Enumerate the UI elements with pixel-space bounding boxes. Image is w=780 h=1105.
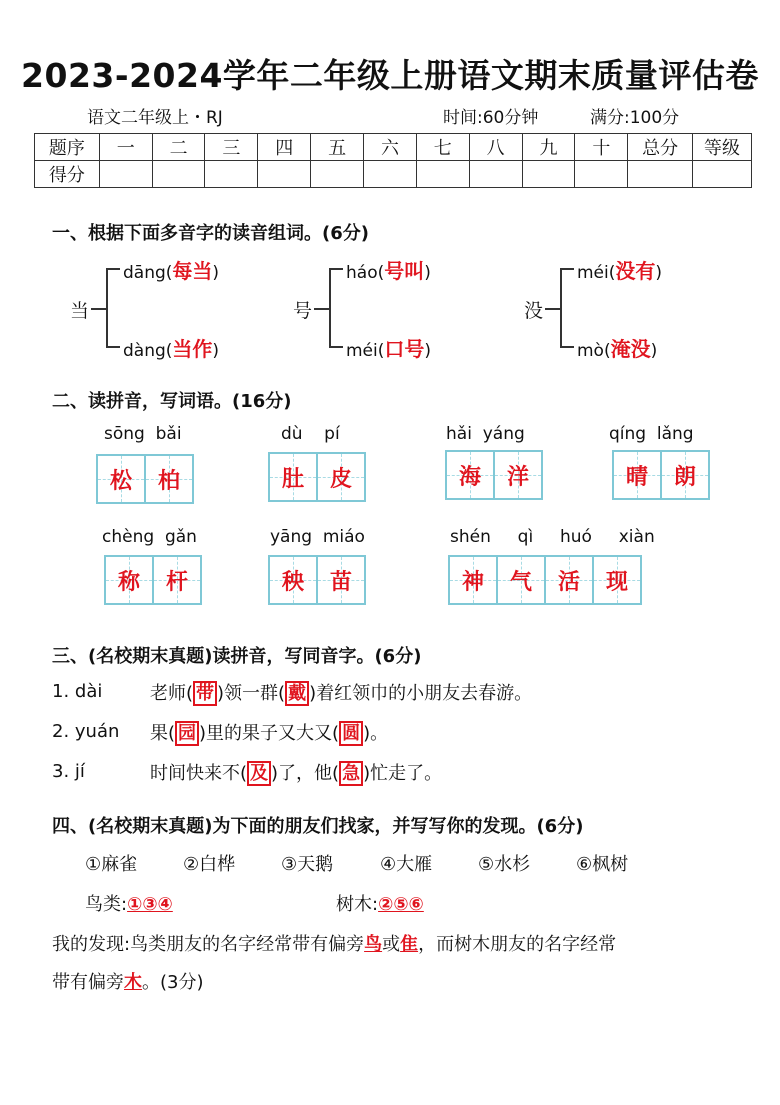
answer-char: 苗 xyxy=(329,569,352,595)
full-score: 满分:100分 xyxy=(590,108,680,128)
score-input-cell[interactable] xyxy=(364,161,417,188)
table-header-cell: 题序 xyxy=(35,134,100,161)
pinyin: dàng xyxy=(123,341,166,361)
pinyin-prompt: chèng gǎn xyxy=(102,527,197,547)
sentence-text: )忙走了。 xyxy=(363,763,443,784)
polyphone-bottom-reading: mò(淹没) xyxy=(577,337,658,361)
grid-cell xyxy=(98,456,146,502)
brace-stem xyxy=(545,308,561,310)
category-label: 鸟类: xyxy=(85,894,128,915)
polyphone-top-reading: méi(没有) xyxy=(577,259,663,283)
category-label: 树木: xyxy=(336,894,379,915)
brace-top-tick xyxy=(560,268,574,270)
finding-line-1 xyxy=(52,930,616,956)
option-item: ④大雁 xyxy=(380,854,433,875)
answer-char: 圆 xyxy=(339,721,363,746)
table-header-cell: 五 xyxy=(311,134,364,161)
polyphone-top-reading: dāng(每当) xyxy=(123,259,220,283)
answer-char: 戴 xyxy=(285,681,309,706)
section-2-heading: 二、读拼音，写词语。(16分) xyxy=(52,391,292,412)
score-input-cell[interactable] xyxy=(469,161,522,188)
table-header-cell: 六 xyxy=(364,134,417,161)
answer-word: 当作 xyxy=(172,337,213,361)
table-header-cell: 四 xyxy=(258,134,311,161)
answer-word: 淹没 xyxy=(610,337,651,361)
table-header-cell: 七 xyxy=(416,134,469,161)
score-input-cell[interactable] xyxy=(258,161,311,188)
question-number: 2. yuán xyxy=(52,721,120,742)
grid-cell xyxy=(546,557,594,603)
answer-char: 称 xyxy=(117,569,140,595)
pinyin-prompt: yāng miáo xyxy=(270,527,365,547)
grid-cell xyxy=(318,454,364,500)
score-table xyxy=(34,133,752,188)
grid-cell xyxy=(447,452,495,498)
score-input-cell[interactable] xyxy=(575,161,628,188)
table-header-cell: 二 xyxy=(152,134,205,161)
sentence-line xyxy=(150,679,532,705)
answer-char: 秧 xyxy=(281,569,304,595)
subtitle-grade: 语文二年级上・RJ xyxy=(87,108,223,128)
brace-stem xyxy=(314,308,330,310)
pinyin: mò xyxy=(577,341,604,361)
table-header-cell: 等级 xyxy=(693,134,752,161)
answer-char: 松 xyxy=(109,468,132,494)
grid-cell xyxy=(450,557,498,603)
finding-text: 带有偏旁 xyxy=(52,972,124,993)
answer-char: 海 xyxy=(458,464,481,490)
answer-char: 急 xyxy=(339,761,363,786)
finding-text: ，而树木朋友的名字经常 xyxy=(418,934,617,955)
option-item: ⑥枫树 xyxy=(576,854,629,875)
sentence-text: )里的果子又大又( xyxy=(199,723,340,744)
pinyin-prompt: shén qì huó xiàn xyxy=(450,527,655,547)
grid-cell xyxy=(498,557,546,603)
writing-grid[interactable] xyxy=(268,555,366,605)
answer-char: 柏 xyxy=(157,468,180,494)
question-number: 1. dài xyxy=(52,681,103,702)
answer-char: 肚 xyxy=(281,466,304,492)
sentence-text: 老师( xyxy=(150,683,194,704)
grid-cell xyxy=(146,456,192,502)
option-item: ⑤水杉 xyxy=(478,854,531,875)
sentence-text: )了，他( xyxy=(271,763,340,784)
writing-grid[interactable] xyxy=(104,555,202,605)
brace-bar xyxy=(106,268,108,347)
grid-cell xyxy=(495,452,541,498)
answer-char: 晴 xyxy=(625,464,648,490)
polyphone-top-reading: háo(号叫) xyxy=(346,259,431,283)
brace-bottom-tick xyxy=(329,346,343,348)
table-header-cell: 一 xyxy=(99,134,152,161)
grid-cell xyxy=(270,557,318,603)
answer-char: 杆 xyxy=(165,569,188,595)
radical-answer: 隹 xyxy=(400,934,419,955)
sentence-text: )着红领巾的小朋友去春游。 xyxy=(309,683,533,704)
radical-answer: 鸟 xyxy=(364,934,383,955)
pinyin: dāng xyxy=(123,263,166,283)
section-4-heading: 四、(名校期末真题)为下面的朋友们找家，并写写你的发现。(6分) xyxy=(52,816,584,837)
finding-text: 我的发现:鸟类朋友的名字经常带有偏旁 xyxy=(52,934,365,955)
sentence-text: )领一群( xyxy=(217,683,286,704)
brace-bar xyxy=(560,268,562,347)
grid-cell xyxy=(614,452,662,498)
answer-word: 口号 xyxy=(384,337,425,361)
brace-stem xyxy=(91,308,107,310)
score-input-cell[interactable] xyxy=(628,161,693,188)
radical-answer: 木 xyxy=(124,972,142,993)
answer-char: 神 xyxy=(461,569,484,595)
section-3-heading: 三、(名校期末真题)读拼音，写同音字。(6分) xyxy=(52,646,422,667)
brace-bottom-tick xyxy=(560,346,574,348)
grid-cell xyxy=(594,557,640,603)
grid-cell xyxy=(154,557,200,603)
sentence-text: 时间快来不( xyxy=(150,763,248,784)
pinyin: méi xyxy=(346,341,378,361)
option-item: ①麻雀 xyxy=(85,854,138,875)
answer-char: 及 xyxy=(247,761,271,786)
score-input-cell[interactable] xyxy=(311,161,364,188)
grid-cell xyxy=(270,454,318,500)
table-header-cell: 十 xyxy=(575,134,628,161)
answer-word: 每当 xyxy=(172,259,213,283)
bird-answer-row xyxy=(85,890,173,916)
score-input-cell[interactable] xyxy=(99,161,152,188)
pinyin-prompt: dù pí xyxy=(281,424,340,444)
answer-char: 皮 xyxy=(329,466,352,492)
score-input-cell[interactable] xyxy=(522,161,575,188)
table-header-cell: 三 xyxy=(205,134,258,161)
page-title: 2023-2024学年二年级上册语文期末质量评估卷 xyxy=(21,56,759,95)
question-number: 3. jí xyxy=(52,761,85,782)
table-header-cell: 九 xyxy=(522,134,575,161)
polyphone-char: 没 xyxy=(524,300,544,322)
brace-top-tick xyxy=(106,268,120,270)
pinyin-prompt: hǎi yáng xyxy=(446,424,525,444)
time-limit: 时间:60分钟 xyxy=(443,108,539,128)
finding-text: 。(3分) xyxy=(142,972,204,993)
grid-cell xyxy=(662,452,708,498)
answer-char: 活 xyxy=(557,569,580,595)
brace-bar xyxy=(329,268,331,347)
sentence-line xyxy=(150,719,388,745)
brace-top-tick xyxy=(329,268,343,270)
polyphone-bottom-reading: méi(口号) xyxy=(346,337,432,361)
option-item: ②白桦 xyxy=(183,854,236,875)
grid-cell xyxy=(318,557,364,603)
score-input-cell[interactable] xyxy=(693,161,752,188)
score-table-header-row xyxy=(35,134,752,161)
section-1-heading: 一、根据下面多音字的读音组词。(6分) xyxy=(52,223,369,244)
answer-word: 没有 xyxy=(615,259,656,283)
answer-char: 洋 xyxy=(506,464,529,490)
finding-text: 或 xyxy=(382,934,401,955)
score-input-cell[interactable] xyxy=(205,161,258,188)
score-table-score-row xyxy=(35,161,752,188)
tree-answer: ②⑤⑥ xyxy=(378,894,424,915)
answer-char: 朗 xyxy=(673,464,696,490)
score-input-cell[interactable] xyxy=(152,161,205,188)
writing-grid[interactable] xyxy=(445,450,543,500)
pinyin-prompt: qíng lǎng xyxy=(609,424,694,444)
sentence-text: 果( xyxy=(150,723,176,744)
option-item: ③天鹅 xyxy=(281,854,334,875)
pinyin: háo xyxy=(346,263,378,283)
answer-char: 带 xyxy=(193,681,217,706)
bird-answer: ①③④ xyxy=(127,894,173,915)
writing-grid[interactable] xyxy=(268,452,366,502)
score-input-cell[interactable] xyxy=(416,161,469,188)
table-header-cell: 八 xyxy=(469,134,522,161)
finding-line-2 xyxy=(52,968,204,994)
writing-grid[interactable] xyxy=(448,555,642,605)
polyphone-char: 号 xyxy=(293,300,313,322)
pinyin-prompt: sōng bǎi xyxy=(104,424,182,444)
answer-word: 号叫 xyxy=(384,259,425,283)
writing-grid[interactable] xyxy=(612,450,710,500)
pinyin: méi xyxy=(577,263,609,283)
answer-char: 园 xyxy=(175,721,199,746)
answer-char: 气 xyxy=(509,569,532,595)
brace-bottom-tick xyxy=(106,346,120,348)
grid-cell xyxy=(106,557,154,603)
tree-answer-row xyxy=(336,890,424,916)
writing-grid[interactable] xyxy=(96,454,194,504)
answer-char: 现 xyxy=(605,569,628,595)
polyphone-bottom-reading: dàng(当作) xyxy=(123,337,220,361)
sentence-line xyxy=(150,759,442,785)
table-row-label: 得分 xyxy=(35,161,100,188)
sentence-text: )。 xyxy=(363,723,389,744)
table-header-cell: 总分 xyxy=(628,134,693,161)
polyphone-char: 当 xyxy=(70,300,90,322)
